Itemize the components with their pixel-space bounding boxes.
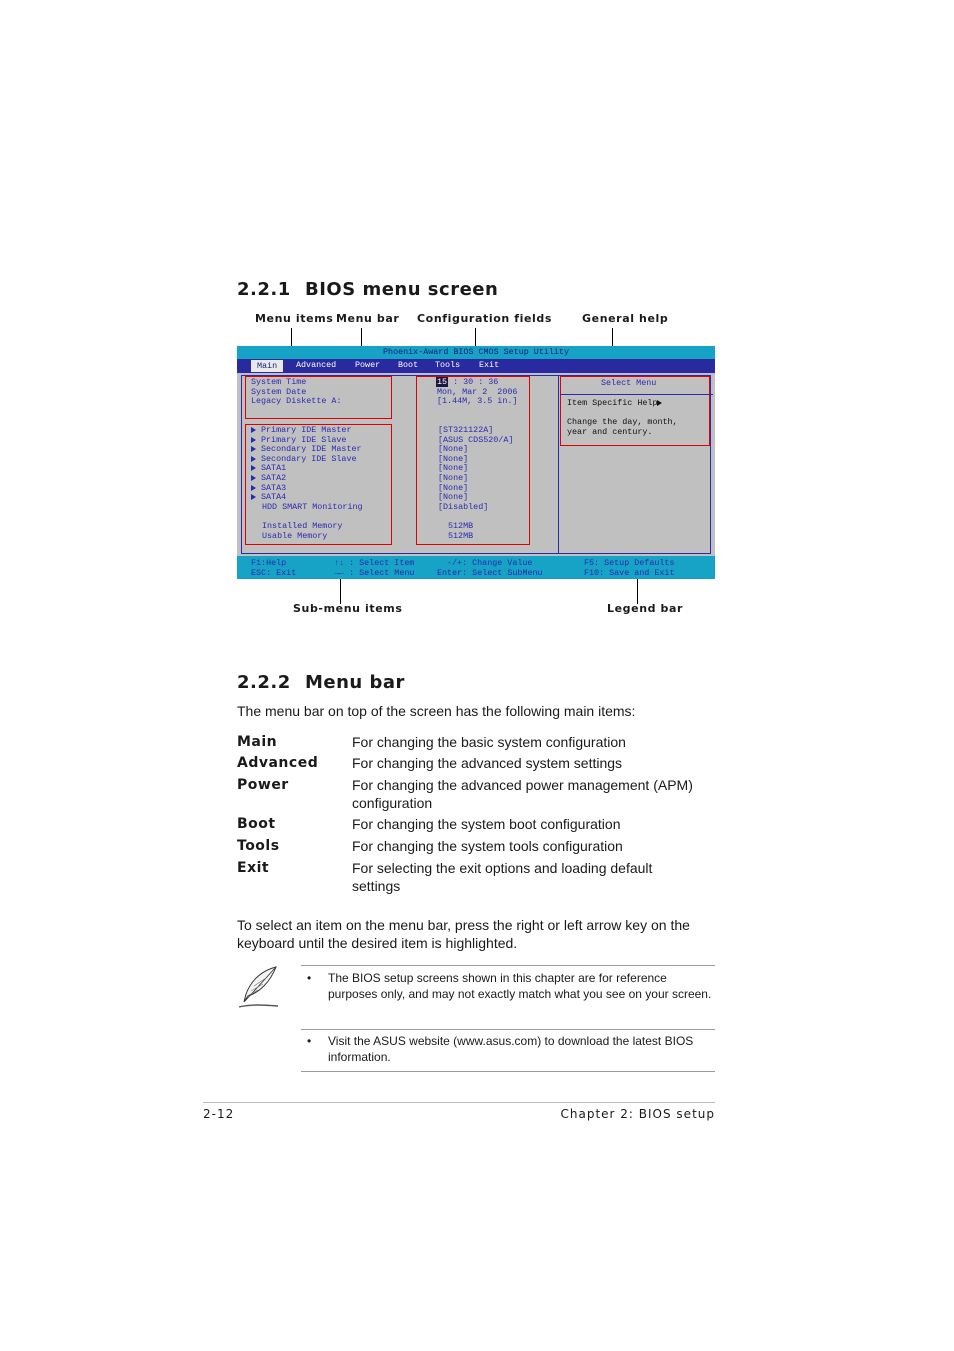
section-title: BIOS menu screen: [305, 279, 499, 300]
footer-page-number: 2-12: [203, 1107, 235, 1121]
callout-sub-menu-items: Sub-menu items: [293, 602, 403, 615]
note-mid-rule: [301, 1029, 715, 1030]
submenu-arrow-icon: [251, 446, 256, 452]
bios-help-item: Item Specific Help: [567, 399, 662, 409]
bios-menu-boot[interactable]: Boot: [398, 360, 419, 370]
bios-title-bar: Phoenix-Award BIOS CMOS Setup Utility: [237, 346, 715, 359]
submenu-arrow-icon: [251, 465, 256, 471]
section-title: Menu bar: [305, 672, 405, 693]
bios-value: [None]: [438, 492, 469, 503]
time-hour-selected[interactable]: 15: [437, 377, 448, 387]
legend-f1-help: F1:Help: [251, 558, 287, 568]
term-exit: Exit: [237, 860, 270, 876]
bios-submenu-item[interactable]: SATA2: [251, 474, 363, 484]
desc-power: For changing the advanced power management (APM) configuration: [352, 777, 693, 811]
section-number: 2.2.2: [237, 672, 291, 693]
section-heading-menu-bar: [237, 672, 405, 693]
submenu-arrow-icon: [251, 475, 256, 481]
legend-save-exit: F10: Save and Exit: [584, 567, 675, 578]
legend-esc-exit: ESC: Exit: [251, 567, 297, 578]
note-text-1: The BIOS setup screens shown in this chapter are for reference purposes only, and may not exactly match what you see on your screen.: [328, 971, 712, 1001]
submenu-arrow-icon: [251, 456, 256, 462]
bios-value: [None]: [438, 453, 469, 464]
bios-item-legacy-diskette[interactable]: Legacy Diskette A:: [251, 396, 342, 407]
term-main: Main: [237, 734, 278, 750]
term-boot: Boot: [237, 816, 276, 832]
bios-value: [None]: [438, 463, 469, 474]
desc-tools: For changing the system tools configuration: [352, 838, 623, 854]
bios-menu-advanced[interactable]: Advanced: [296, 360, 337, 370]
bios-submenu-item[interactable]: Secondary IDE Slave: [251, 455, 363, 465]
footer-rule: [203, 1102, 715, 1103]
section-number: 2.2.1: [237, 279, 291, 300]
desc-advanced: For changing the advanced system settings: [352, 755, 623, 771]
desc-boot: For changing the system boot configuration: [352, 816, 621, 832]
note-bullet-1: •: [307, 971, 312, 985]
note-top-rule: [301, 965, 715, 966]
legend-change-value: -/+: Change Value: [447, 558, 533, 568]
section-heading-bios-menu-screen: [237, 279, 498, 300]
callout-menu-items: Menu items: [255, 312, 334, 325]
bios-help-text-1: Change the day, month,: [567, 417, 678, 427]
bios-submenu-item[interactable]: Secondary IDE Master: [251, 445, 363, 455]
intro-paragraph: The menu bar on top of the screen has the following main items:: [237, 703, 636, 719]
select-paragraph: To select an item on the menu bar, press the right or left arrow key on the keyboard until the desired item is highlighted.: [237, 917, 690, 951]
help-arrow-icon: [657, 400, 662, 406]
bios-value: [ASUS CDS520/A]: [438, 434, 514, 445]
bios-value: [None]: [438, 472, 469, 483]
note-bottom-rule: [301, 1071, 715, 1072]
note-text-2: Visit the ASUS website (www.asus.com) to download the latest BIOS information.: [328, 1034, 694, 1064]
bios-submenu-item[interactable]: SATA1: [251, 464, 363, 474]
bios-menu-main[interactable]: Main: [251, 360, 283, 372]
bios-menu-bar: [237, 359, 715, 373]
desc-main: For changing the basic system configuration: [352, 734, 626, 750]
help-divider: [560, 394, 713, 395]
submenu-arrow-icon: [251, 437, 256, 443]
bios-value-usable-memory: 512MB: [448, 530, 474, 541]
bios-menu-power[interactable]: Power: [355, 360, 381, 370]
bios-submenu-item[interactable]: SATA4: [251, 493, 363, 503]
footer-chapter: Chapter 2: BIOS setup: [560, 1107, 715, 1121]
note-bullet-2: •: [307, 1034, 312, 1048]
term-tools: Tools: [237, 838, 280, 854]
bios-help-title: Select Menu: [601, 378, 657, 388]
bios-legend-bar: [237, 556, 715, 579]
callout-general-help: General help: [582, 312, 669, 325]
bios-value-time[interactable]: 15 : 30 : 36: [437, 377, 499, 387]
callout-menu-bar: Menu bar: [336, 312, 400, 325]
legend-select-submenu: Enter: Select SubMenu: [437, 567, 543, 578]
legend-setup-defaults: F5: Setup Defaults: [584, 558, 675, 568]
note-feather-icon: [236, 964, 282, 1010]
bios-submenu-item[interactable]: Primary IDE Slave: [251, 436, 363, 446]
bios-panel-divider: [558, 375, 559, 554]
bios-screen: [237, 346, 715, 579]
bios-submenu-item[interactable]: SATA3: [251, 484, 363, 494]
term-power: Power: [237, 777, 289, 793]
bios-item-installed-memory: Installed Memory: [262, 521, 343, 531]
callout-configuration-fields: Configuration fields: [417, 312, 553, 325]
leader-legend-bar: [637, 578, 638, 604]
bios-value: [None]: [438, 444, 469, 455]
bios-item-system-time[interactable]: System Time: [251, 377, 307, 387]
legend-select-item: ↑↓ : Select Item: [334, 558, 415, 568]
bios-value: [Disabled]: [438, 501, 489, 512]
bios-submenu-list: [251, 426, 363, 512]
submenu-arrow-icon: [251, 494, 256, 500]
legend-select-menu: →← : Select Menu: [334, 567, 415, 578]
bios-value: [ST321122A]: [438, 425, 494, 435]
bios-help-text-2: year and century.: [567, 426, 653, 437]
submenu-arrow-icon: [251, 485, 256, 491]
bios-value-diskette[interactable]: [1.44M, 3.5 in.]: [437, 396, 518, 407]
submenu-arrow-icon: [251, 427, 256, 433]
bios-submenu-item[interactable]: Primary IDE Master: [251, 426, 363, 436]
bios-item-system-date[interactable]: System Date: [251, 386, 307, 397]
bios-value-list: [438, 426, 513, 512]
bios-menu-tools[interactable]: Tools: [435, 360, 461, 370]
callout-legend-bar: Legend bar: [607, 602, 684, 615]
bios-value-installed-memory: 512MB: [448, 521, 474, 531]
bios-item-usable-memory: Usable Memory: [262, 530, 328, 541]
bios-value: [None]: [438, 482, 469, 493]
bios-item-hdd-smart[interactable]: HDD SMART Monitoring: [262, 501, 363, 512]
desc-exit: For selecting the exit options and loading default settings: [352, 860, 653, 894]
bios-menu-exit[interactable]: Exit: [479, 360, 500, 370]
term-advanced: Advanced: [237, 755, 319, 771]
bios-value-date[interactable]: Mon, Mar 2 2006: [437, 386, 518, 397]
